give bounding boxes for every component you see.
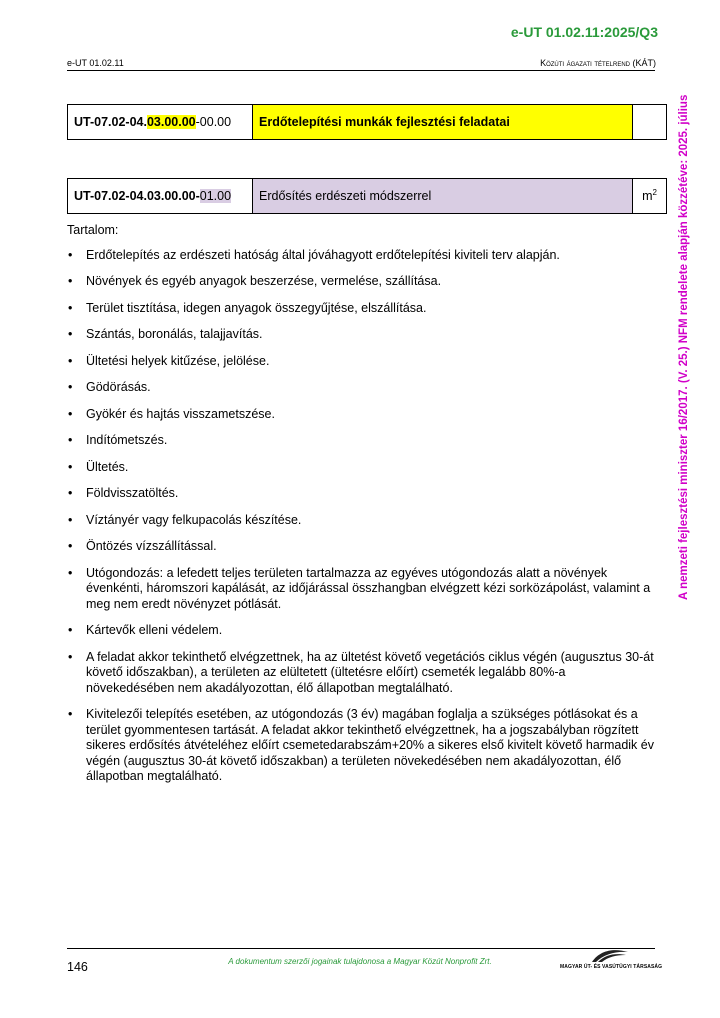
- item-code: [68, 179, 253, 214]
- list-item: [67, 380, 655, 396]
- publication-side-note: A nemzeti fejlesztési miniszter 16/2017. (V. 25.) NFM rendelete alapján közzétéve: 2025. július: [678, 95, 690, 601]
- bullet-icon: •: [68, 649, 73, 664]
- bullet-icon: •: [68, 380, 73, 394]
- list-item-text: Ültetés.: [86, 459, 129, 474]
- list-item: [67, 354, 655, 370]
- list-item: [67, 707, 655, 785]
- list-item-text: Erdőtelepítés az erdészeti hatóság által jóváhagyott erdőtelepítési kiviteli terv alapján.: [86, 247, 560, 262]
- item-code-prefix: UT-07.02-04.03.00.00-: [74, 189, 200, 203]
- bullet-icon: •: [68, 707, 73, 721]
- item-unit: [633, 179, 667, 214]
- list-item-text: Ültetési helyek kitűzése, jelölése.: [86, 353, 270, 368]
- list-item: [67, 566, 655, 613]
- list-item: [67, 407, 655, 423]
- item-code-highlight: 01.00: [199, 189, 232, 203]
- page-number: 146: [67, 960, 88, 974]
- bullet-icon: •: [68, 274, 73, 288]
- bullet-icon: •: [68, 247, 73, 262]
- list-item: [67, 327, 655, 343]
- list-item-text: Utógondozás: a lefedett teljes területen tartalmazza az egyéves utógondozás alatt a növények évenkénti, háromszori kapálását, az időjárással összhangban elvégzett kézi sorközápolást, valamint a meg nem eredt növényzet pótlását.: [86, 565, 651, 611]
- logo-text: MAGYAR ÚT- ÉS VASÚTÜGYI TÁRSASÁG: [560, 964, 663, 970]
- list-item-text: A feladat akkor tekinthető elvégzettnek, ha az ültetést követő vegetációs ciklus végén (augusztus 30-át követő időszakban), a területen az elültetett (ültetésre előírt) csemeték legalább 80%-a növekedésében nem akadályozottan, élő állapotban megtalálható.: [86, 649, 654, 695]
- list-item: [67, 513, 655, 529]
- company-logo: [560, 948, 663, 974]
- item-row: [68, 179, 667, 214]
- item-group-code: [68, 105, 253, 140]
- content-label: Tartalom:: [67, 223, 119, 237]
- item-group-code-highlight: 03.00.00: [146, 115, 196, 129]
- item-group-unit: [633, 105, 667, 140]
- list-item-text: Kivitelezői telepítés esetében, az utógondozás (3 év) magában foglalja a szükséges pótlásokat és a terület gyommentesen tartását. A feladat akkor tekinthető elvégzettnek, ha a jogszabályban rögzített sikeres erdősítés átvételéhez előírt csemetedarabszám+20% a sikeres első kivitelt követő harmadik év végén (augusztus 30-át követő időszakban) a területen növekedésében nem akadályozottan, élő állapotban megtalálható.: [86, 707, 654, 783]
- list-item-text: Öntözés vízszállítással.: [86, 539, 217, 553]
- item-title: Erdősítés erdészeti módszerrel: [253, 179, 633, 214]
- header-left-code: e-UT 01.02.11: [67, 58, 124, 68]
- bullet-icon: •: [68, 433, 73, 447]
- bullet-icon: •: [68, 539, 73, 553]
- list-item: [67, 486, 655, 502]
- item-group-title: Erdőtelepítési munkák fejlesztési feladatai: [253, 105, 633, 140]
- item-group-table: [67, 104, 667, 140]
- list-item: [67, 433, 655, 449]
- item-unit-exponent: 2: [652, 188, 657, 198]
- copyright-notice: A dokumentum szerzői jogainak tulajdonosa a Magyar Közút Nonprofit Zrt.: [228, 957, 492, 966]
- bullet-icon: •: [68, 623, 73, 637]
- list-item: [67, 460, 655, 476]
- bullet-icon: •: [68, 459, 73, 474]
- list-item: [67, 650, 655, 697]
- bullet-icon: •: [68, 486, 73, 500]
- document-code: e-UT 01.02.11:2025/Q3: [510, 24, 658, 40]
- header-right-title: Közúti ágazati tételrend (KÁT): [540, 58, 656, 68]
- bullet-icon: •: [68, 300, 73, 315]
- bullet-icon: •: [68, 512, 73, 527]
- content-list: [67, 248, 655, 785]
- list-item-text: Terület tisztítása, idegen anyagok összegyűjtése, elszállítása.: [86, 300, 427, 315]
- item-group-row: [68, 105, 667, 140]
- item-unit-base: m: [642, 189, 653, 204]
- header-divider: [67, 70, 655, 71]
- list-item-text: Gyökér és hajtás visszametszése.: [86, 406, 275, 421]
- bullet-icon: •: [68, 353, 73, 368]
- list-item-text: Gödörásás.: [86, 380, 151, 394]
- list-item: [67, 539, 655, 555]
- list-item: [67, 248, 655, 264]
- bullet-icon: •: [68, 327, 73, 341]
- list-item: [67, 623, 655, 639]
- list-item-text: Növények és egyéb anyagok beszerzése, vermelése, szállítása.: [86, 274, 442, 288]
- bullet-icon: •: [68, 406, 73, 421]
- logo-swoosh-icon: [590, 948, 630, 964]
- item-table: [67, 178, 667, 214]
- list-item-text: Víztányér vagy felkupacolás készítése.: [86, 512, 302, 527]
- list-item-text: Szántás, boronálás, talajjavítás.: [86, 327, 263, 341]
- content-section: [67, 223, 655, 796]
- list-item-text: Kártevők elleni védelem.: [86, 623, 223, 637]
- bullet-icon: •: [68, 565, 73, 580]
- list-item-text: Indítómetszés.: [86, 433, 168, 447]
- list-item: [67, 274, 655, 290]
- list-item: [67, 301, 655, 317]
- list-item-text: Földvisszatöltés.: [86, 486, 179, 500]
- item-group-code-prefix: UT-07.02-04.: [74, 115, 147, 129]
- item-group-code-suffix: -00.00: [195, 115, 232, 129]
